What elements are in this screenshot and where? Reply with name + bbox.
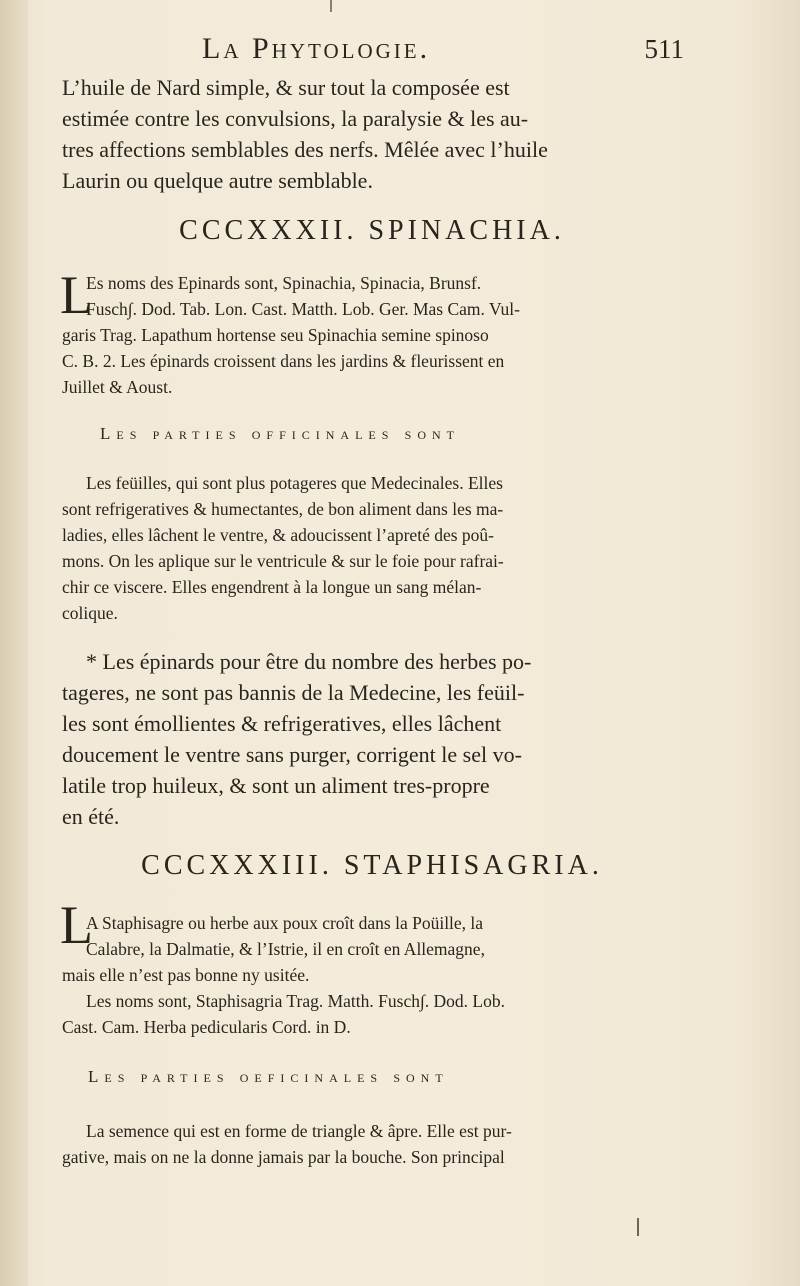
paragraph-line: mais elle n’est pas bonne ny usitée. bbox=[62, 965, 310, 985]
paragraph-line: * Les épinards pour être du nombre des herbes po- bbox=[86, 649, 532, 674]
paragraph-line: Fusch∫. Dod. Tab. Lon. Cast. Matth. Lob. Ger. Mas Cam. Vul- bbox=[86, 299, 520, 319]
running-title: La Phytologie. bbox=[202, 32, 431, 65]
paragraph-line: garis Trag. Lapathum hortense seu Spinachia semine spinoso bbox=[62, 325, 489, 345]
paragraph-line: L’huile de Nard simple, & sur tout la composée est bbox=[62, 75, 510, 100]
staphisagria-intro bbox=[62, 910, 682, 1040]
paragraph-line: Cast. Cam. Herba pedicularis Cord. in D. bbox=[62, 1017, 351, 1037]
drop-cap: L bbox=[60, 895, 93, 955]
paragraph-line: chir ce viscere. Elles engendrent à la longue un sang mélan- bbox=[62, 577, 482, 597]
paragraph-line: La semence qui est en forme de triangle & âpre. Elle est pur- bbox=[86, 1121, 512, 1141]
top-paragraph bbox=[62, 72, 682, 196]
paragraph-line: latile trop huileux, & sont un aliment tres-propre bbox=[62, 773, 490, 798]
paragraph-line: gative, mais on ne la donne jamais par la bouche. Son principal bbox=[62, 1147, 505, 1167]
officinal-parts-heading: Les parties officinales sont bbox=[100, 424, 461, 443]
paragraph-line: en été. bbox=[62, 804, 120, 829]
spinachia-intro bbox=[60, 265, 682, 400]
ink-mark bbox=[330, 0, 332, 12]
staphisagria-parts bbox=[62, 1118, 682, 1170]
paragraph-line: A Staphisagre ou herbe aux poux croît dans la Poüille, la bbox=[86, 913, 484, 933]
spinachia-parts bbox=[62, 470, 682, 626]
paragraph-line: tageres, ne sont pas bannis de la Medecine, les feüil- bbox=[62, 680, 525, 705]
drop-cap: L bbox=[60, 265, 93, 325]
paragraph-line: Les feüilles, qui sont plus potageres que Medecinales. Elles bbox=[86, 473, 503, 493]
paragraph-line: Calabre, la Dalmatie, & l’Istrie, il en croît en Allemagne, bbox=[86, 939, 485, 959]
page-header bbox=[62, 32, 684, 72]
ink-mark bbox=[637, 1218, 639, 1236]
paragraph-line: C. B. 2. Les épinards croissent dans les jardins & fleurissent en bbox=[62, 351, 505, 371]
paragraph-line: estimée contre les convulsions, la paralysie & les au- bbox=[62, 106, 529, 131]
paragraph-line: Laurin ou quelque autre semblable. bbox=[62, 168, 373, 193]
paragraph-line: les sont émollientes & refrigeratives, elles lâchent bbox=[62, 711, 502, 736]
paragraph-line: Es noms des Epinards sont, Spinachia, Spinacia, Brunsf. bbox=[86, 273, 482, 293]
officinal-parts-heading: Les parties oeficinales sont bbox=[88, 1067, 449, 1086]
section-heading-staphisagria: CCCXXXIII. STAPHISAGRIA. bbox=[141, 850, 603, 881]
paragraph-line: sont refrigeratives & humectantes, de bon aliment dans les ma- bbox=[62, 499, 504, 519]
paragraph-line: doucement le ventre sans purger, corrigent le sel vo- bbox=[62, 742, 522, 767]
page-number: 511 bbox=[644, 34, 684, 64]
paragraph-line: mons. On les aplique sur le ventricule & sur le foie pour rafrai- bbox=[62, 551, 504, 571]
paragraph-line: ladies, elles lâchent le ventre, & adoucissent l’apreté des poû- bbox=[62, 525, 494, 545]
paragraph-line: Les noms sont, Staphisagria Trag. Matth. Fusch∫. Dod. Lob. bbox=[86, 991, 505, 1011]
paragraph-line: colique. bbox=[62, 603, 118, 623]
spinachia-note bbox=[62, 646, 682, 832]
page-gutter bbox=[0, 0, 28, 1286]
section-heading-spinachia: CCCXXXII. SPINACHIA. bbox=[179, 215, 565, 246]
paragraph-line: tres affections semblables des nerfs. Mêlée avec l’huile bbox=[62, 137, 548, 162]
paragraph-line: Juillet & Aoust. bbox=[62, 377, 173, 397]
